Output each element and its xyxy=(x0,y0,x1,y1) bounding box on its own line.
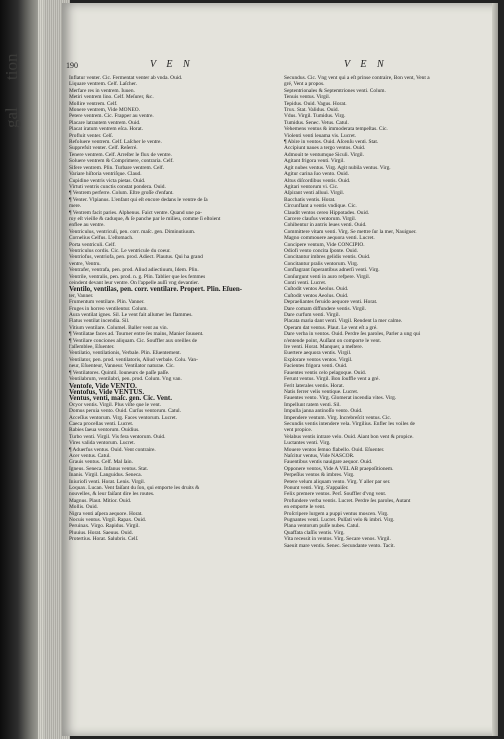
dictionary-line: Circunflant a ventis vndique. Cic. xyxy=(284,203,357,210)
dictionary-line: Mouere ventos ſemuo flabello. Ouid. Eſuenter. xyxy=(284,446,385,453)
dictionary-line: Igneus. Seneca. Infanus ventus. Stat. xyxy=(69,465,149,472)
dictionary-line: en emporte le vent. xyxy=(284,504,326,511)
dictionary-line: Monere ventrem, Vide MONEO. xyxy=(69,107,140,114)
dictionary-line: vent propice. xyxy=(284,427,313,434)
dictionary-line: Profluit venter. Celſ. xyxy=(69,132,114,139)
dictionary-line: Perpeſſus ventos & imbres. Virg. xyxy=(284,472,355,479)
dictionary-line: Claudit ventos cereo Hippotades. Ouid. xyxy=(284,209,370,216)
dictionary-line: Operam dat ventus. Plaut. Le vent eſt a gré. xyxy=(284,324,378,331)
dictionary-line: Proſcripere lurgem a puppi ventus moscen. Virg. xyxy=(284,510,389,517)
dictionary-line: Flatus ventilat incendia. Sil. xyxy=(69,318,130,325)
dictionary-line: Tenuis ventus. Virgil. xyxy=(284,94,331,101)
dictionary-line: Plana ventorum pulſe nubes. Catul. xyxy=(284,523,360,530)
dictionary-line: Ventilatio, ventilationis, Verbale. Plin. Eſuentement. xyxy=(69,350,182,357)
dictionary-line: Dare comam diffundere ventis. Virgil. xyxy=(284,305,367,312)
dictionary-line: Placare latrantem ventrem. Ouid. xyxy=(69,119,141,126)
dictionary-line: Sifere ventrem. Plin. Turbare ventrem. Celf. xyxy=(69,164,165,171)
dictionary-line: Fauentes vento. Virg. Glomerat incendia vites. Virg. xyxy=(284,395,397,402)
dictionary-line: ¶ Ventilare conciones aliquam. Cic. Souffler aux oreilles de xyxy=(69,337,197,344)
dictionary-line: ¶ Ventilatores. Quintil. Iouneurs de paſſe paſſe. xyxy=(69,369,170,376)
dictionary-line: Cornelius Celfus. L'eſtomach. xyxy=(69,235,134,242)
dictionary-line: Naſcitur ventus, Vide NASCOR. xyxy=(284,452,355,459)
dictionary-line: Aura ventilat ignes. Sil. Le vent fait allumer les flammes. xyxy=(69,312,193,319)
dictionary-line: Conflagrant ſuperantibus adnerſi venti. Virg. xyxy=(284,267,380,274)
dictionary-line: Acer ventus. Catul. xyxy=(69,452,111,459)
dictionary-line: Inanis. Virgil. Languidus. Seneca. xyxy=(69,472,142,479)
dictionary-line: Virtuti ventris cunctis constat pondera. Ouid. xyxy=(69,183,166,190)
dictionary-line: Placat iratum ventrem eſca. Horat. xyxy=(69,126,143,133)
dictionary-line: Ventriofus, ventriofa, pen. prod. Adiect. Plautus. Qui ha grand xyxy=(69,254,203,261)
dictionary-line: Mollis. Ouid. xyxy=(69,504,98,511)
dictionary-line: Aſpirant venti alluui. Virgil. xyxy=(284,190,345,197)
dictionary-line: Fruges in horreo ventilentur. Colum. xyxy=(69,305,148,312)
dictionary-line: Cupidine ventris victa pietas. Ouid. xyxy=(69,177,146,184)
dictionary-line: Vitium ventilare. Columel. Baller vent au vin. xyxy=(69,324,168,331)
dictionary-line: Ocyor ventis. Virgil. Plus viſte que le vent. xyxy=(69,401,162,408)
left-column xyxy=(69,75,274,543)
header-left-title: V E N xyxy=(150,59,194,70)
dictionary-line: Frumentum ventilare. Plin. Vanner. xyxy=(69,299,145,306)
dictionary-line: Concitantur imbres gelidis ventis. Ouid. xyxy=(284,254,371,261)
dictionary-line: ¶ Ventrem perferre. Colum. Eſtre groſſe d'enfant. xyxy=(69,190,174,197)
dictionary-line: Grauis ventus. Celf. Mal ſain. xyxy=(69,459,133,466)
dictionary-line: Admouit te ventumque Siculi. Virgil. xyxy=(284,151,365,158)
dictionary-line: Facientes frigora venti. Ouid. xyxy=(284,363,348,370)
dictionary-line: Peruinax. Virgo. Rapidus. Virgil. xyxy=(69,523,140,530)
dictionary-line: Protertius. Horat. Salubris. Celſ. xyxy=(69,536,139,543)
dictionary-line: Secundus. Cic. Vng vent qui a eſt prinse contraire, Bon vent, Vent a xyxy=(284,75,430,81)
dictionary-line: Ventilabrum, ventilabri, pen. prod. Colum. Vng van. xyxy=(69,376,182,383)
dictionary-line: Euertere aequora ventis. Virgil. xyxy=(284,350,352,357)
dictionary-line: Liquare ventrem. Celf. Laſcher. xyxy=(69,81,137,88)
dictionary-line: Rabies ſaeua ventorum. Ouidius. xyxy=(69,427,140,434)
dictionary-line: Turbo venti. Virgil. Vis fera ventorum. Ouid. xyxy=(69,433,166,440)
dictionary-line: Nocuis ventus. Virgil. Rapax. Ouid. xyxy=(69,517,147,524)
dictionary-line: Ventriculus cordis. Cic. Le ventricule du coeur. xyxy=(69,247,171,254)
dictionary-line: Impulla janna antinoſſo vento. Ouid. xyxy=(284,408,363,415)
dictionary-line: ¶ Venter. Vlpianus. L'enfant qui eſt encore dedans le ventre de ſa xyxy=(69,196,208,203)
dictionary-line: Ventrafer, ventrafa, pen. prod. Aliud adiectiuum, Idem. Plin. xyxy=(69,267,199,274)
dictionary-line: Fauentes ventis celo pelagoque. Ouid. xyxy=(284,369,367,376)
dictionary-line: Felix premere ventos. Perſ. Souffler d'vng vent. xyxy=(284,491,387,498)
dictionary-line: Vehemens ventus & immoderata tempeſtas. Cic. xyxy=(284,126,388,133)
dictionary-line: Petere velum aliquam vento. Virg. Y aller par ser. xyxy=(284,478,391,485)
header-right-title: V E N xyxy=(344,59,388,70)
dictionary-line: Loquax. Lucan. Vent faiſant du ſon, qui emporte les druits & xyxy=(69,485,200,491)
dictionary-line: Accipiunt naues a tergo ventos. Ouid. xyxy=(284,145,366,152)
dictionary-line: Ventilo, ventilas, pen. corr. ventilare. Propert. Plin. Eſuen- xyxy=(69,286,243,293)
dictionary-line: Concipere ventum, Vide CONCIPIO. xyxy=(284,241,365,248)
dictionary-line: Dare verba in ventos. Ouid. Perdre ſes paroles, Parler a ung qui xyxy=(284,331,421,338)
dictionary-line: Merfare res in ventrem. Iuuen. xyxy=(69,87,135,94)
dictionary-line: Altus diſcordibus ventis. Ouid. xyxy=(284,177,351,184)
dictionary-line: Tumidus. Senec. Vetus. Catul. xyxy=(284,119,349,126)
dictionary-line: Cuſtodit ventos Aeolus. Ouid. xyxy=(284,286,349,293)
dictionary-line: ¶ Ventrem facit paries. Alphenus. Faict ventre. Quand une pa- xyxy=(69,209,202,216)
dictionary-line: Vita recessit in ventos. Virg. Secare venos. Virgil. xyxy=(284,536,391,543)
dictionary-line: ¶ Ventilatae faces ad. Tourner entre ſes mains, Manier ſouuent. xyxy=(69,331,204,338)
dictionary-line: Agit nubes ventus. Virg. Agit nubila ventus. Virg. xyxy=(284,164,391,171)
dictionary-line: n'entende point, Auſſant on comporte le vent. xyxy=(284,337,382,344)
dictionary-line: Ferunt ventus. Virgil. Bon ſouffle vent a gré. xyxy=(284,376,380,383)
dictionary-line: Ire venti. Horat. Manquer, a meſtere. xyxy=(284,344,363,351)
dictionary-line: Trux. Stat. Validus. Ouid. xyxy=(284,107,339,114)
dictionary-line: Conti venti. Lucret. xyxy=(284,280,327,286)
dictionary-line: Magno commouere aequora venti. Lucret. xyxy=(284,235,375,242)
dictionary-line: Dare curfum venti. Virgil. xyxy=(284,312,340,319)
dictionary-line: Odiofi vento concita ſponte. Ouid. xyxy=(284,247,358,254)
dictionary-line: Petere ventrem. Cic. Frapper au ventre. xyxy=(69,113,154,120)
dictionary-line: enflee au ventre. xyxy=(69,222,105,229)
dictionary-line: Tepidus. Ouid. Vagus. Horat. xyxy=(284,100,347,107)
dictionary-line: Vires valida ventorum. Lucret. xyxy=(69,440,135,447)
dictionary-line: Septentrionales & Septemtriones venti. Colum. xyxy=(284,87,386,94)
dictionary-line: Iniuriofi venti. Horat. Lenis. Virgil. xyxy=(69,478,146,485)
dictionary-line: nouvelles, & leur faiſant dire les routes. xyxy=(69,491,155,498)
dictionary-line: Concitantur pralis ventorum. Virg. xyxy=(284,260,359,267)
spine-label: gal xyxy=(2,107,21,128)
dictionary-line: Agitant frigora venti. Virgil. xyxy=(284,158,345,165)
page-right-edge xyxy=(492,3,498,736)
dictionary-line: Impendere ventum. Virg. Increbreſcit ventus. Cic. xyxy=(284,414,392,421)
dictionary-line: Committere vitam venti. Virg. Se mettre ſur la mer, Nauiguer. xyxy=(284,228,417,235)
dictionary-line: ceindent devant leur ventre. On l'appelle auſſi vng devantier. xyxy=(69,280,199,286)
dictionary-line: ¶ Abire in ventos. Ouid. Aſcenſu venti. Stat. xyxy=(284,139,379,146)
dictionary-line: Violenti venti leuama vis. Lucret. xyxy=(284,132,357,139)
dictionary-line: Acceſſus ventorum. Virg. Faces ventorum. Lucret. xyxy=(69,414,178,421)
dictionary-line: mere. xyxy=(69,203,82,210)
dictionary-line: Impellunt ratem venti. Sil. xyxy=(284,401,341,408)
page-number: 190 xyxy=(66,61,78,70)
dictionary-line: Inflatur venter. Cic. Fermentat venter ab vnda. Ouid. xyxy=(69,75,183,81)
dictionary-line: Ventilator, pen. prod. ventilatoris, Aliud verbale. Colu. Van- xyxy=(69,356,198,363)
dictionary-line: Natis ferrer velis ventique. Lucret. xyxy=(284,388,359,395)
dictionary-line: ¶ Aduerfus ventus. Ouid. Vent contraire. xyxy=(69,446,156,453)
dictionary-line: Saeuit mare ventis. Senec. Secundante vento. Tacit. xyxy=(284,542,395,549)
dictionary-line: Magnus. Plaut. Mitior. Ouid. xyxy=(69,497,132,504)
dictionary-line: Variare hiſtoria ventriſque. Claud. xyxy=(69,171,142,178)
dictionary-line: Caeca procellas venti. Lucret. xyxy=(69,420,134,427)
dictionary-line: Supprefsit venter. Celf. Reſerré. xyxy=(69,145,138,152)
dictionary-line: gré, Vent a propos. xyxy=(284,81,325,88)
dictionary-line: Agitari ventorum vi. Cic. xyxy=(284,183,339,190)
dictionary-line: Explorare ventos ventos. Virgil. xyxy=(284,356,353,363)
dictionary-line: Domus peruia vento. Ouid. Curſus ventorum. Catul. xyxy=(69,408,181,415)
dictionary-line: l'aſſemblee, Eſuenter. xyxy=(69,344,115,351)
dictionary-line: Ventus, venti, maſc. gen. Cic. Vent. xyxy=(69,395,172,402)
dictionary-line: Soluere ventrem & Comprimere, contraria. Celf. xyxy=(69,158,174,165)
dictionary-line: Ventofus, Vide VENTUS. xyxy=(69,388,145,396)
dictionary-line: Pluuius. Horat. Saeuus. Ouid. xyxy=(69,529,133,536)
dictionary-line: Opponere ventos, Vide A VEL AB praepoſitionem. xyxy=(284,465,394,472)
book-page xyxy=(62,3,498,736)
dictionary-line: roy eſt vieille & caduque, & ſe panche par le milieu, comme ſi eſtoient xyxy=(69,215,221,222)
dictionary-line: Agitur carina ſuo vento. Ouid. xyxy=(284,171,349,178)
dictionary-line: Conſurgunt venti in auro refpere. Virgil. xyxy=(284,273,371,280)
dictionary-line: Ventrile, ventralis, pen. prod. n. g. Plin. Tablier que les femmes xyxy=(69,273,206,280)
dictionary-line: Placata maria dant venti. Virgil. Rendent la mer calme. xyxy=(284,318,403,325)
dictionary-line: ter, Vanner. xyxy=(69,292,94,299)
dictionary-line: Refoluere ventrem. Celf. Laſcher le ventre. xyxy=(69,139,162,146)
dictionary-line: Ferit laterales ventis. Horat. xyxy=(284,382,345,389)
dictionary-line: Mollire ventrem. Celf. xyxy=(69,100,118,107)
dictionary-line: Tenere ventrem. Celf. Arreſter le flux de ventre. xyxy=(69,151,172,158)
dictionary-line: Carcere claufus ventorum. Virgil. xyxy=(284,215,357,222)
dictionary-line: ventre, Ventru. xyxy=(69,260,101,267)
right-column xyxy=(284,75,489,549)
dictionary-line: Fauentibus ventis nauigare aequor. Ouid. xyxy=(284,459,373,466)
spine-label: tion xyxy=(2,53,21,80)
dictionary-line: Ventriculus, ventriculi, pen. corr. maſc. gen. Diminutiuum. xyxy=(69,228,196,235)
dictionary-line: Nigra venti aſpera aequore. Horat. xyxy=(69,510,143,517)
dictionary-line: Quaffata claſſis ventis. Virg. xyxy=(284,529,345,536)
dictionary-line: Cuſtodit ventos Aeolus. Ouid. xyxy=(284,292,349,299)
dictionary-line: Metiri ventrem lino. Celf. Meſurer, &c. xyxy=(69,94,154,101)
dictionary-line: Ventofe, Vide VENTO. xyxy=(69,382,137,389)
dictionary-line: Velabus ventis intrare velo. Ouid. Aiant bon vent & propice. xyxy=(284,433,414,440)
running-header xyxy=(62,59,498,73)
dictionary-line: Luctantes venti. Virg. xyxy=(284,440,331,447)
dictionary-line: neur, Eſuenteur, Vanneur. Ventilator naturae. Cic. xyxy=(69,363,175,370)
dictionary-line: Depraeliantes feruido aequore venti. Horat. xyxy=(284,299,378,306)
dictionary-line: Vdus. Virgil. Tumidus. Virg. xyxy=(284,113,346,120)
dictionary-line: Profundere verba ventis. Lucret. Perdre ſes paroles, Autant xyxy=(284,497,411,504)
dictionary-line: Ponunt venti. Virg. S'appaiſer. xyxy=(284,485,349,491)
dictionary-line: Porta ventriculi. Celf. xyxy=(69,241,116,248)
dictionary-line: Bacchatis ventis. Horat. xyxy=(284,196,336,203)
dictionary-line: Secundis ventis intendere vela. Virgilius. Enfler les voiles de xyxy=(284,420,415,427)
dictionary-line: Pugnantes venti. Lucret. Pulſati velo & imbri. Virg. xyxy=(284,517,395,524)
dictionary-line: Cohibentur in antris leues venti. Ouid. xyxy=(284,222,367,229)
